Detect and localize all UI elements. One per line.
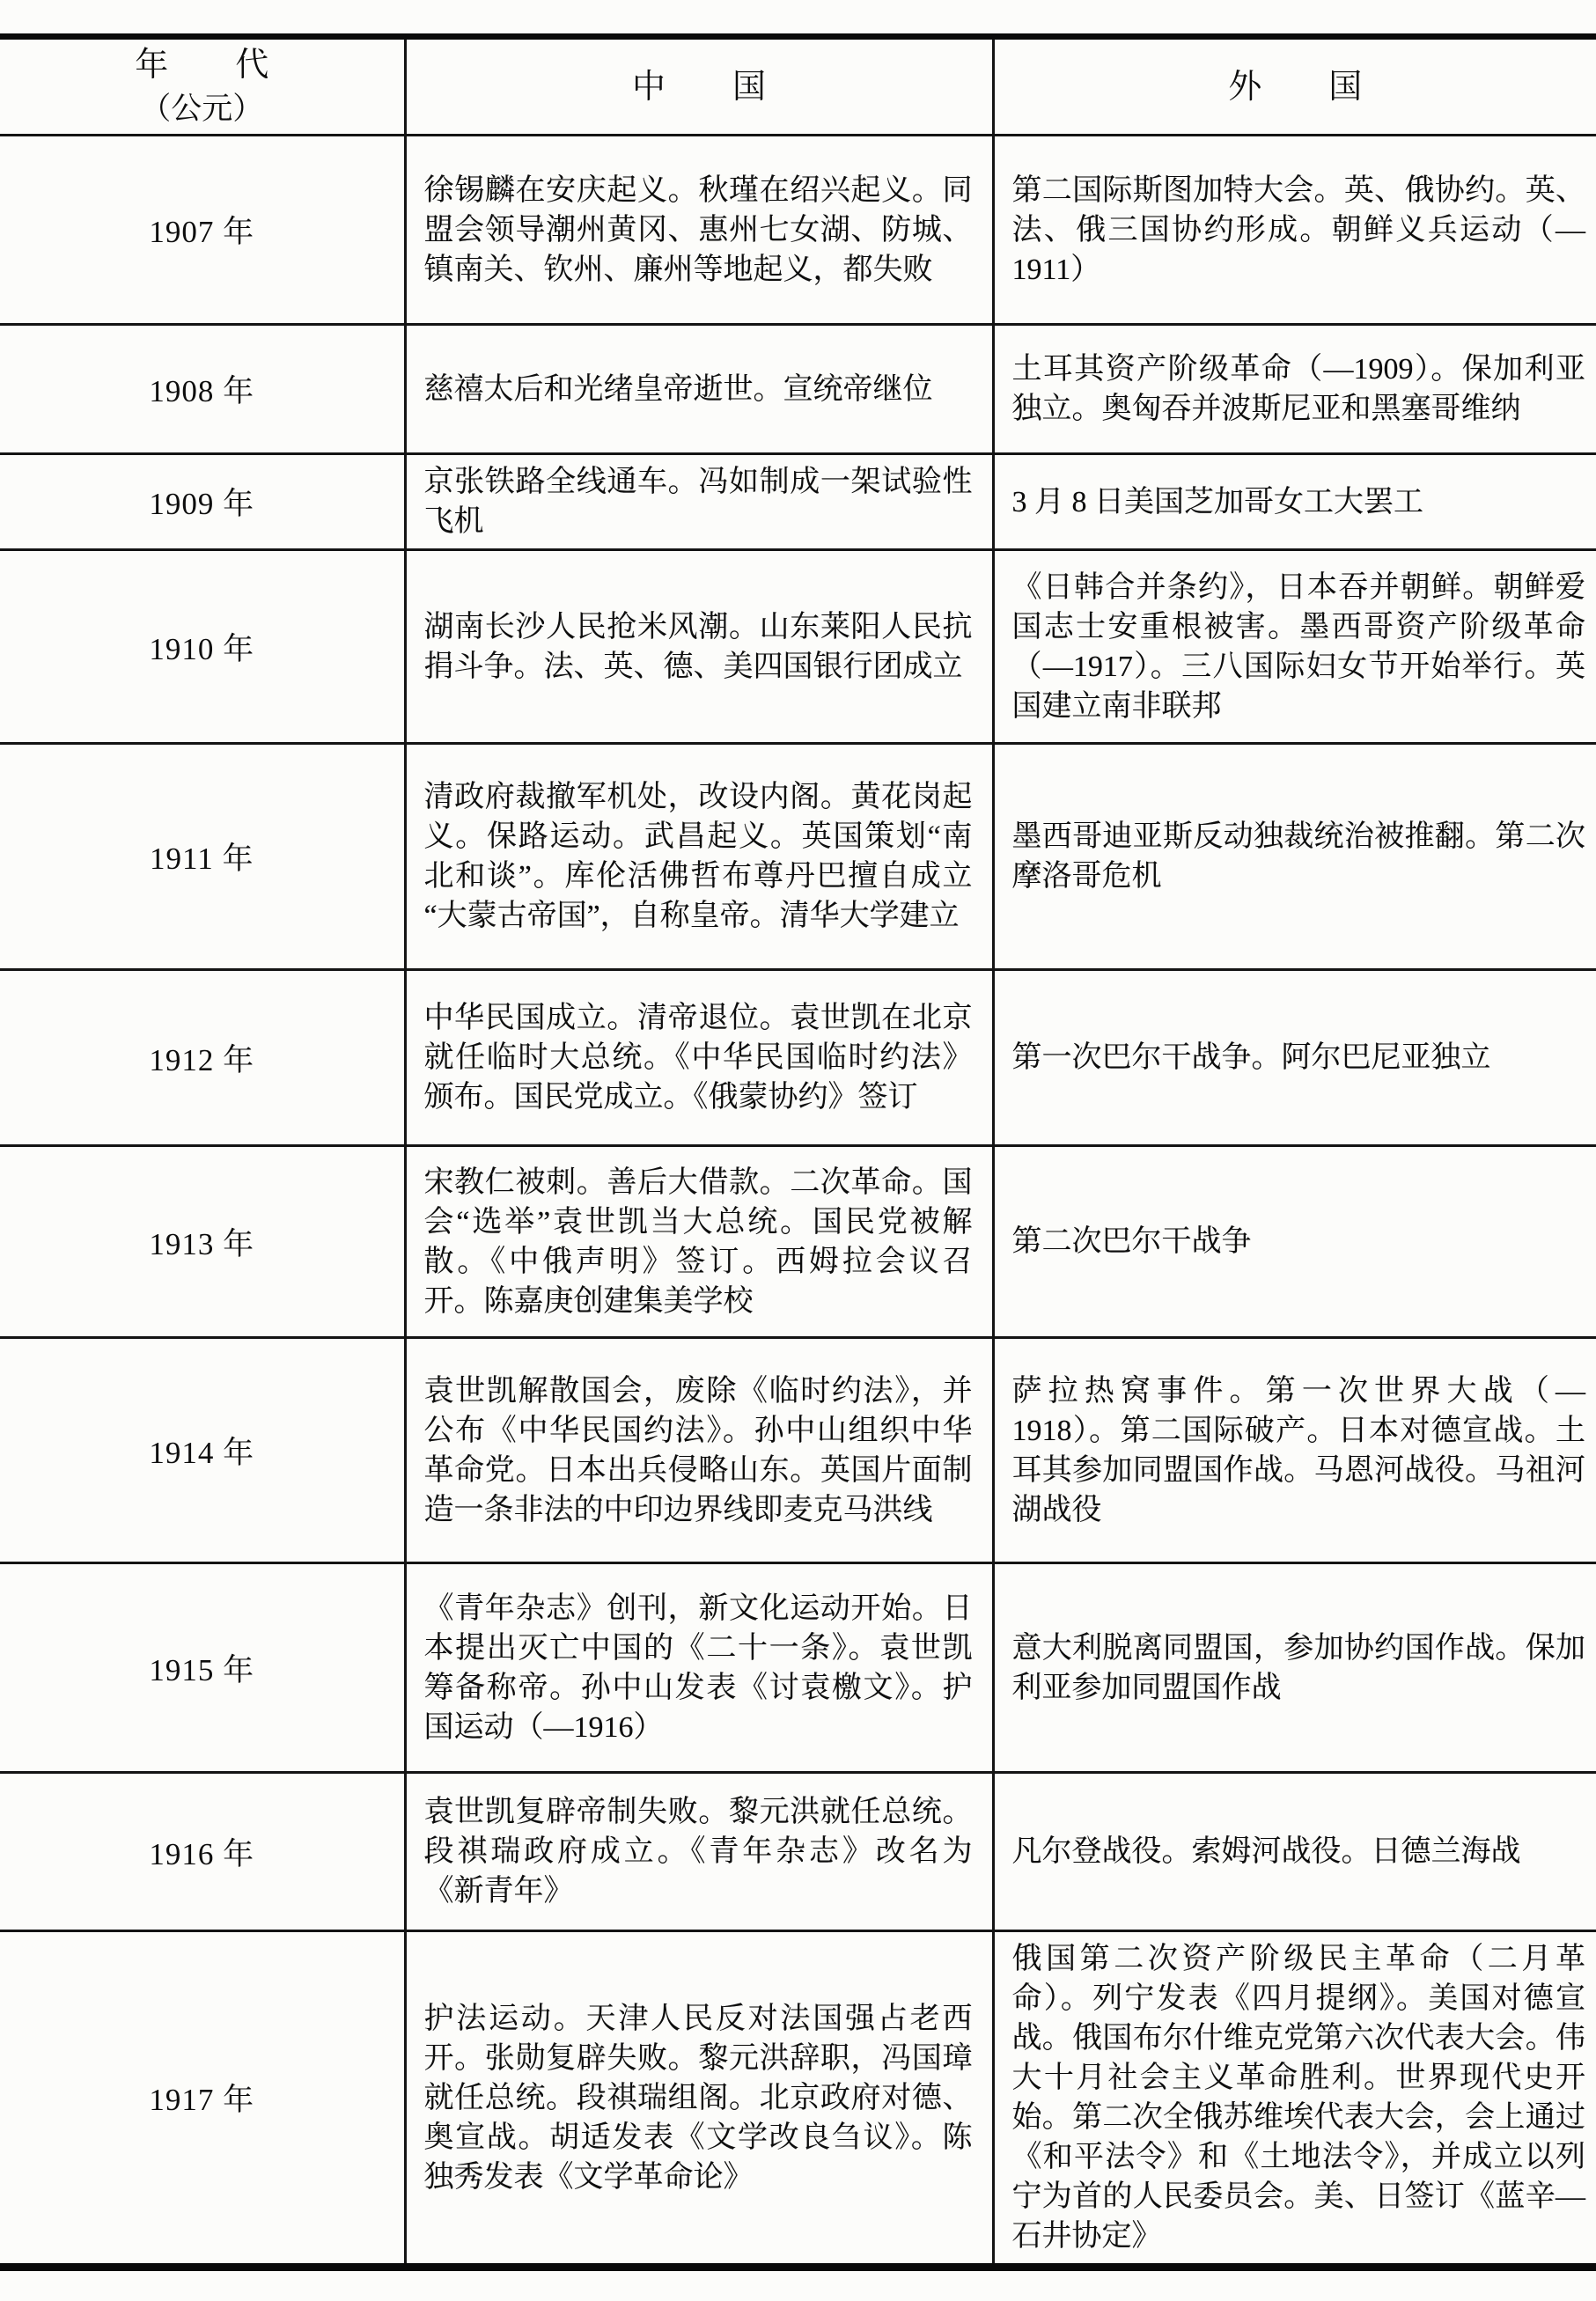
- year-cell: 1914 年: [0, 1338, 405, 1563]
- row-1908: [0, 325, 1596, 454]
- year-cell: 1911 年: [0, 744, 405, 970]
- china-events-cell: 《青年杂志》创刊，新文化运动开始。日本提出灭亡中国的《二十一条》。袁世凯筹备称帝。孙中山发表《讨袁檄文》。护国运动（—1916）: [405, 1563, 993, 1773]
- year-cell: 1912 年: [0, 970, 405, 1146]
- header-china-column: 中 国: [405, 37, 993, 136]
- header-year-title: 年 代: [135, 46, 269, 84]
- year-cell: 1908 年: [0, 325, 405, 454]
- table-header-row: [0, 37, 1596, 136]
- foreign-events-cell: 墨西哥迪亚斯反动独裁统治被推翻。第二次摩洛哥危机: [993, 744, 1596, 970]
- row-1912: [0, 970, 1596, 1146]
- china-events-cell: 宋教仁被刺。善后大借款。二次革命。国会“选举”袁世凯当大总统。国民党被解散。《中俄声明》签订。西姆拉会议召开。陈嘉庚创建集美学校: [405, 1146, 993, 1338]
- year-cell: 1916 年: [0, 1773, 405, 1931]
- row-1915: [0, 1563, 1596, 1773]
- china-events-cell: 清政府裁撤军机处，改设内阁。黄花岗起义。保路运动。武昌起义。英国策划“南北和谈”。库伦活佛哲布尊丹巴擅自成立“大蒙古帝国”，自称皇帝。清华大学建立: [405, 744, 993, 970]
- row-1917: [0, 1931, 1596, 2268]
- row-1910: [0, 550, 1596, 744]
- china-events-cell: 湖南长沙人民抢米风潮。山东莱阳人民抗捐斗争。法、英、德、美四国银行团成立: [405, 550, 993, 744]
- foreign-events-cell: 意大利脱离同盟国，参加协约国作战。保加利亚参加同盟国作战: [993, 1563, 1596, 1773]
- row-1909: [0, 454, 1596, 550]
- row-1916: [0, 1773, 1596, 1931]
- china-events-cell: 袁世凯复辟帝制失败。黎元洪就任总统。段祺瑞政府成立。《青年杂志》改名为《新青年》: [405, 1773, 993, 1931]
- row-1914: [0, 1338, 1596, 1563]
- year-cell: 1915 年: [0, 1563, 405, 1773]
- header-year-column: [0, 37, 405, 136]
- chronology-table: [0, 33, 1596, 2271]
- foreign-events-cell: 第一次巴尔干战争。阿尔巴尼亚独立: [993, 970, 1596, 1146]
- header-foreign-column: 外 国: [993, 37, 1596, 136]
- foreign-events-cell: 3 月 8 日美国芝加哥女工大罢工: [993, 454, 1596, 550]
- foreign-events-cell: 俄国第二次资产阶级民主革命（二月革命）。列宁发表《四月提纲》。美国对德宣战。俄国布尔什维克党第六次代表大会。伟大十月社会主义革命胜利。世界现代史开始。第二次全俄苏维埃代表大会，会上通过《和平法令》和《土地法令》，并成立以列宁为首的人民委员会。美、日签订《蓝辛—石井协定》: [1011, 1943, 1585, 2253]
- foreign-events-cell: 土耳其资产阶级革命（—1909）。保加利亚独立。奥匈吞并波斯尼亚和黑塞哥维纳: [993, 325, 1596, 454]
- row-1913: [0, 1146, 1596, 1338]
- year-cell: 1907 年: [0, 136, 405, 325]
- year-cell: 1913 年: [0, 1146, 405, 1338]
- china-events-cell: 中华民国成立。清帝退位。袁世凯在北京就任临时大总统。《中华民国临时约法》颁布。国民党成立。《俄蒙协约》签订: [405, 970, 993, 1146]
- row-1911: [0, 744, 1596, 970]
- foreign-events-cell: 萨拉热窝事件。第一次世界大战（—1918）。第二国际破产。日本对德宣战。土耳其参加同盟国作战。马恩河战役。马祖河湖战役: [993, 1338, 1596, 1563]
- china-events-cell: 京张铁路全线通车。冯如制成一架试验性飞机: [405, 454, 993, 550]
- row-1907: [0, 136, 1596, 325]
- year-cell: 1917 年: [0, 1931, 405, 2268]
- year-cell: 1909 年: [0, 454, 405, 550]
- foreign-events-cell: 凡尔登战役。索姆河战役。日德兰海战: [993, 1773, 1596, 1931]
- foreign-events-cell: 第二国际斯图加特大会。英、俄协约。英、法、俄三国协约形成。朝鲜义兵运动（—1911）: [993, 136, 1596, 325]
- year-cell: 1910 年: [0, 550, 405, 744]
- foreign-events-cell: 第二次巴尔干战争: [993, 1146, 1596, 1338]
- china-events-cell: 徐锡麟在安庆起义。秋瑾在绍兴起义。同盟会领导潮州黄冈、惠州七女湖、防城、镇南关、钦州、廉州等地起义，都失败: [405, 136, 993, 325]
- header-year-unit: （公元）: [140, 91, 264, 126]
- china-events-cell: 袁世凯解散国会，废除《临时约法》，并公布《中华民国约法》。孙中山组织中华革命党。日本出兵侵略山东。英国片面制造一条非法的中印边界线即麦克马洪线: [405, 1338, 993, 1563]
- china-events-cell: 护法运动。天津人民反对法国强占老西开。张勋复辟失败。黎元洪辞职，冯国璋就任总统。段祺瑞组阁。北京政府对德、奥宣战。胡适发表《文学改良刍议》。陈独秀发表《文学革命论》: [405, 1931, 993, 2268]
- foreign-events-cell: 《日韩合并条约》，日本吞并朝鲜。朝鲜爱国志士安重根被害。墨西哥资产阶级革命（—1917）。三八国际妇女节开始举行。英国建立南非联邦: [993, 550, 1596, 744]
- china-events-cell: 慈禧太后和光绪皇帝逝世。宣统帝继位: [405, 325, 993, 454]
